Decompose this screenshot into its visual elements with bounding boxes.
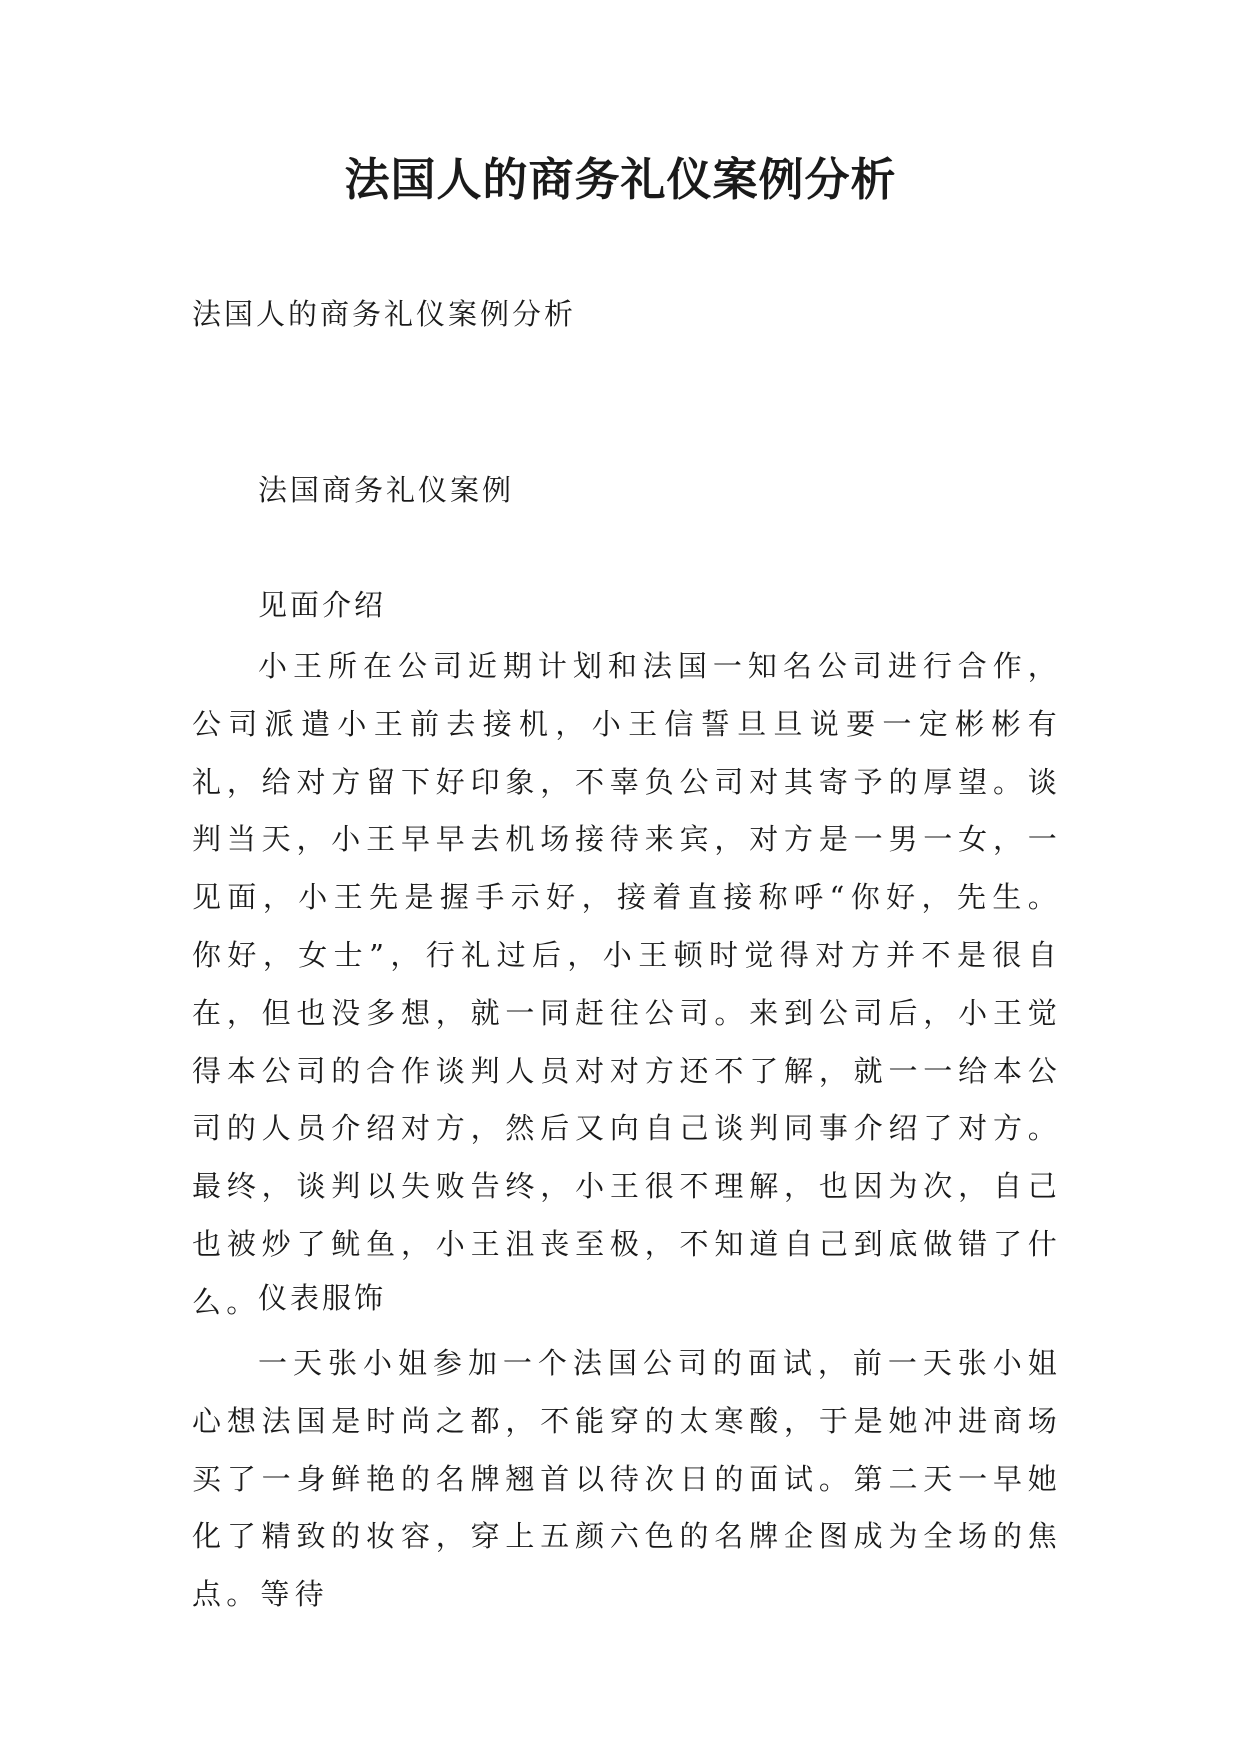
section-heading-dress: 仪表服饰 bbox=[258, 1281, 387, 1315]
paragraph-dress: 一天张小姐参加一个法国公司的面试，前一天张小姐心想法国是时尚之都，不能穿的太寒酸，于是她冲进商场买了一身鲜艳的名牌翘首以待次日的面试。第二天一早她化了精致的妆容，穿上五颜六色的名牌企图成为全场的焦点。等待 bbox=[192, 1346, 1062, 1612]
document-title: 法国人的商务礼仪案例分析 bbox=[344, 153, 897, 206]
section-heading-meeting: 见面介绍 bbox=[258, 588, 387, 622]
document-subtitle: 法国人的商务礼仪案例分析 bbox=[192, 297, 577, 331]
paragraph-meeting: 小王所在公司近期计划和法国一知名公司进行合作，公司派遣小王前去接机，小王信誓旦旦说要一定彬彬有礼，给对方留下好印象，不辜负公司对其寄予的厚望。谈判当天，小王早早去机场接待来宾，对方是一男一女，一见面，小王先是握手示好，接着直接称呼“你好，先生。你好，女士”，行礼过后，小王顿时觉得对方并不是很自在，但也没多想，就一同赶往公司。来到公司后，小王觉得本公司的合作谈判人员对对方还不了解，就一一给本公司的人员介绍对方，然后又向自己谈判同事介绍了对方。最终，谈判以失败告终，小王很不理解，也因为次，自己也被炒了鱿鱼，小王沮丧至极，不知道自己到底做错了什么。 bbox=[192, 649, 1062, 1319]
section-heading-case: 法国商务礼仪案例 bbox=[258, 473, 515, 507]
